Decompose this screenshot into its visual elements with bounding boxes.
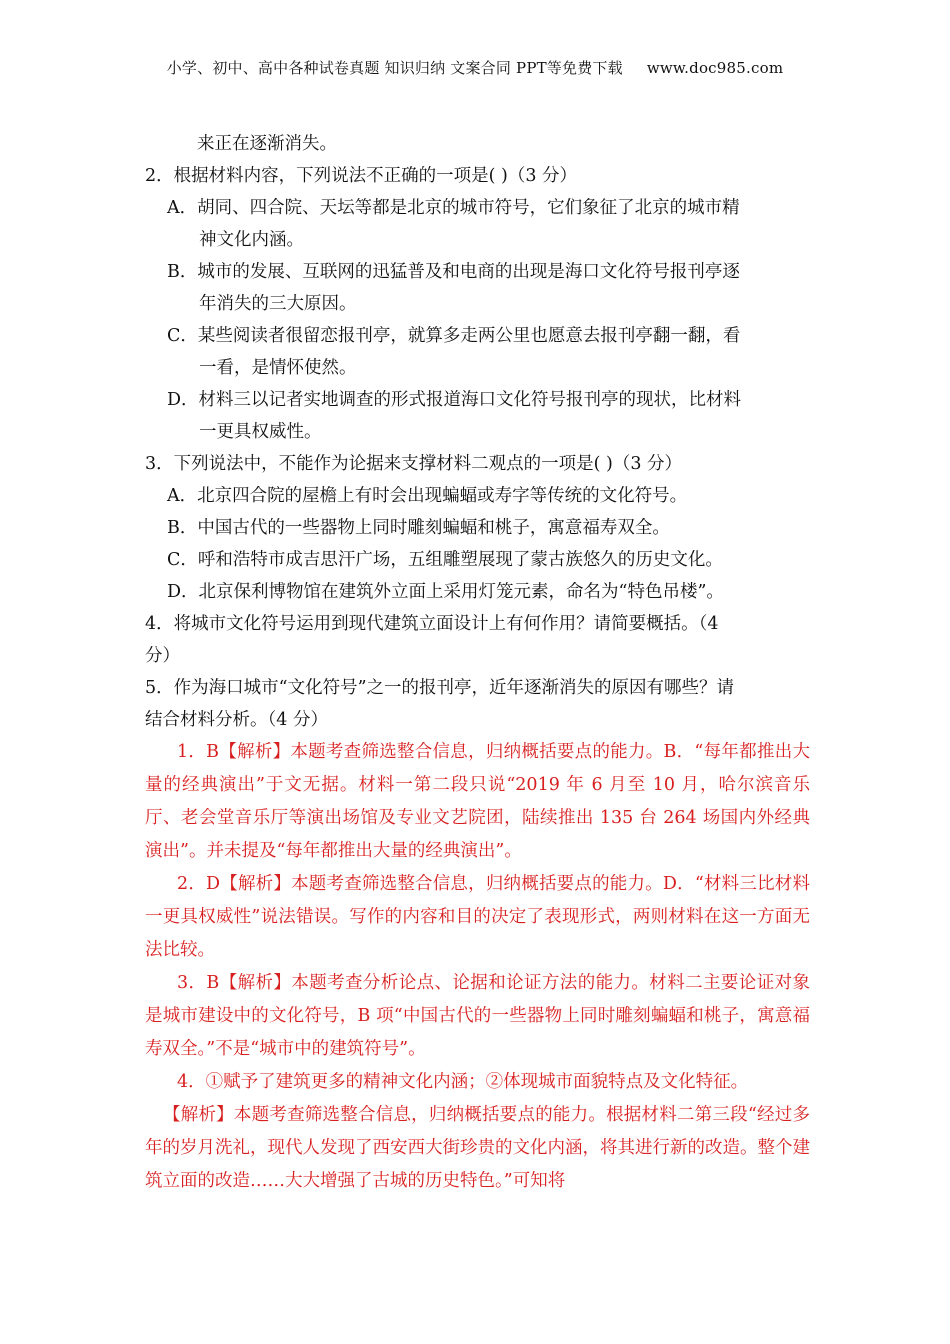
question-4-line-1: 4．将城市文化符号运用到现代建筑立面设计上有何作用？请简要概括。（4 (145, 614, 719, 634)
q2-option-c-cont: 一看，是情怀使然。 (199, 358, 357, 378)
answer-2: 2．D【解析】本题考查筛选整合信息，归纳概括要点的能力。D．“材料三比材料一更具权威性”说法错误。写作的内容和目的决定了表现形式，两则材料在这一方面无法比较。 (145, 874, 810, 960)
q2-option-a-cont: 神文化内涵。 (199, 230, 304, 250)
question-5-line-1: 5．作为海口城市“文化符号”之一的报刊亭，近年逐渐消失的原因有哪些？请 (145, 678, 735, 698)
page-header (0, 57, 950, 78)
previous-tail: 来正在逐渐消失。 (197, 134, 337, 154)
q2-option-d: D．材料三以记者实地调查的形式报道海口文化符号报刊亭的现状，比材料 (167, 390, 742, 410)
q2-option-a: A．胡同、四合院、天坛等都是北京的城市符号，它们象征了北京的城市精 (167, 198, 740, 218)
header-text: 小学、初中、高中各种试卷真题 知识归纳 文案合同 PPT等免费下载 (166, 59, 623, 77)
header-url[interactable]: www.doc985.com (646, 59, 784, 77)
q2-option-c: C．某些阅读者很留恋报刊亭，就算多走两公里也愿意去报刊亭翻一翻，看 (167, 326, 741, 346)
q2-option-d-cont: 一更具权威性。 (199, 422, 322, 442)
answer-4-analysis: 【解析】本题考查筛选整合信息，归纳概括要点的能力。根据材料二第三段“经过多年的岁月洗礼，现代人发现了西安西大街珍贵的文化内涵，将其进行新的改造。整个建筑立面的改造……大大增强了古城的历史特色。”可知将 (145, 1105, 810, 1191)
question-3-stem: 3．下列说法中，不能作为论据来支撑材料二观点的一项是( )（3 分） (145, 454, 683, 474)
document-body (145, 128, 810, 1198)
answer-4: 4．①赋予了建筑更多的精神文化内涵；②体现城市面貌特点及文化特征。 (177, 1072, 749, 1092)
q3-option-c: C．呼和浩特市成吉思汗广场，五组雕塑展现了蒙古族悠久的历史文化。 (167, 550, 723, 570)
q3-option-b: B．中国古代的一些器物上同时雕刻蝙蝠和桃子，寓意福寿双全。 (167, 518, 670, 538)
q2-option-b-cont: 年消失的三大原因。 (199, 294, 357, 314)
q3-option-a: A．北京四合院的屋檐上有时会出现蝙蝠或寿字等传统的文化符号。 (167, 486, 688, 506)
q2-option-b: B．城市的发展、互联网的迅猛普及和电商的出现是海口文化符号报刊亭逐 (167, 262, 740, 282)
question-5-line-2: 结合材料分析。（4 分） (145, 710, 328, 730)
answer-1: 1．B【解析】本题考查筛选整合信息，归纳概括要点的能力。B．“每年都推出大量的经典演出”于文无据。材料一第二段只说“2019 年 6 月至 10 月，哈尔滨音乐厅、老会堂音乐厅等演出场馆及专业文艺院团，陆续推出 135 台 264 场国内外经典演出”。并未提及“每年都推出大量的经典演出”。 (145, 742, 810, 861)
question-2-stem: 2．根据材料内容，下列说法不正确的一项是( )（3 分） (145, 166, 578, 186)
question-4-line-2: 分） (145, 646, 180, 666)
q3-option-d: D．北京保利博物馆在建筑外立面上采用灯笼元素，命名为“特色吊楼”。 (167, 582, 724, 602)
answer-3: 3．B【解析】本题考查分析论点、论据和论证方法的能力。材料二主要论证对象是城市建设中的文化符号，B 项“中国古代的一些器物上同时雕刻蝙蝠和桃子，寓意福寿双全。”不是“城市中的建筑符号”。 (145, 973, 810, 1059)
